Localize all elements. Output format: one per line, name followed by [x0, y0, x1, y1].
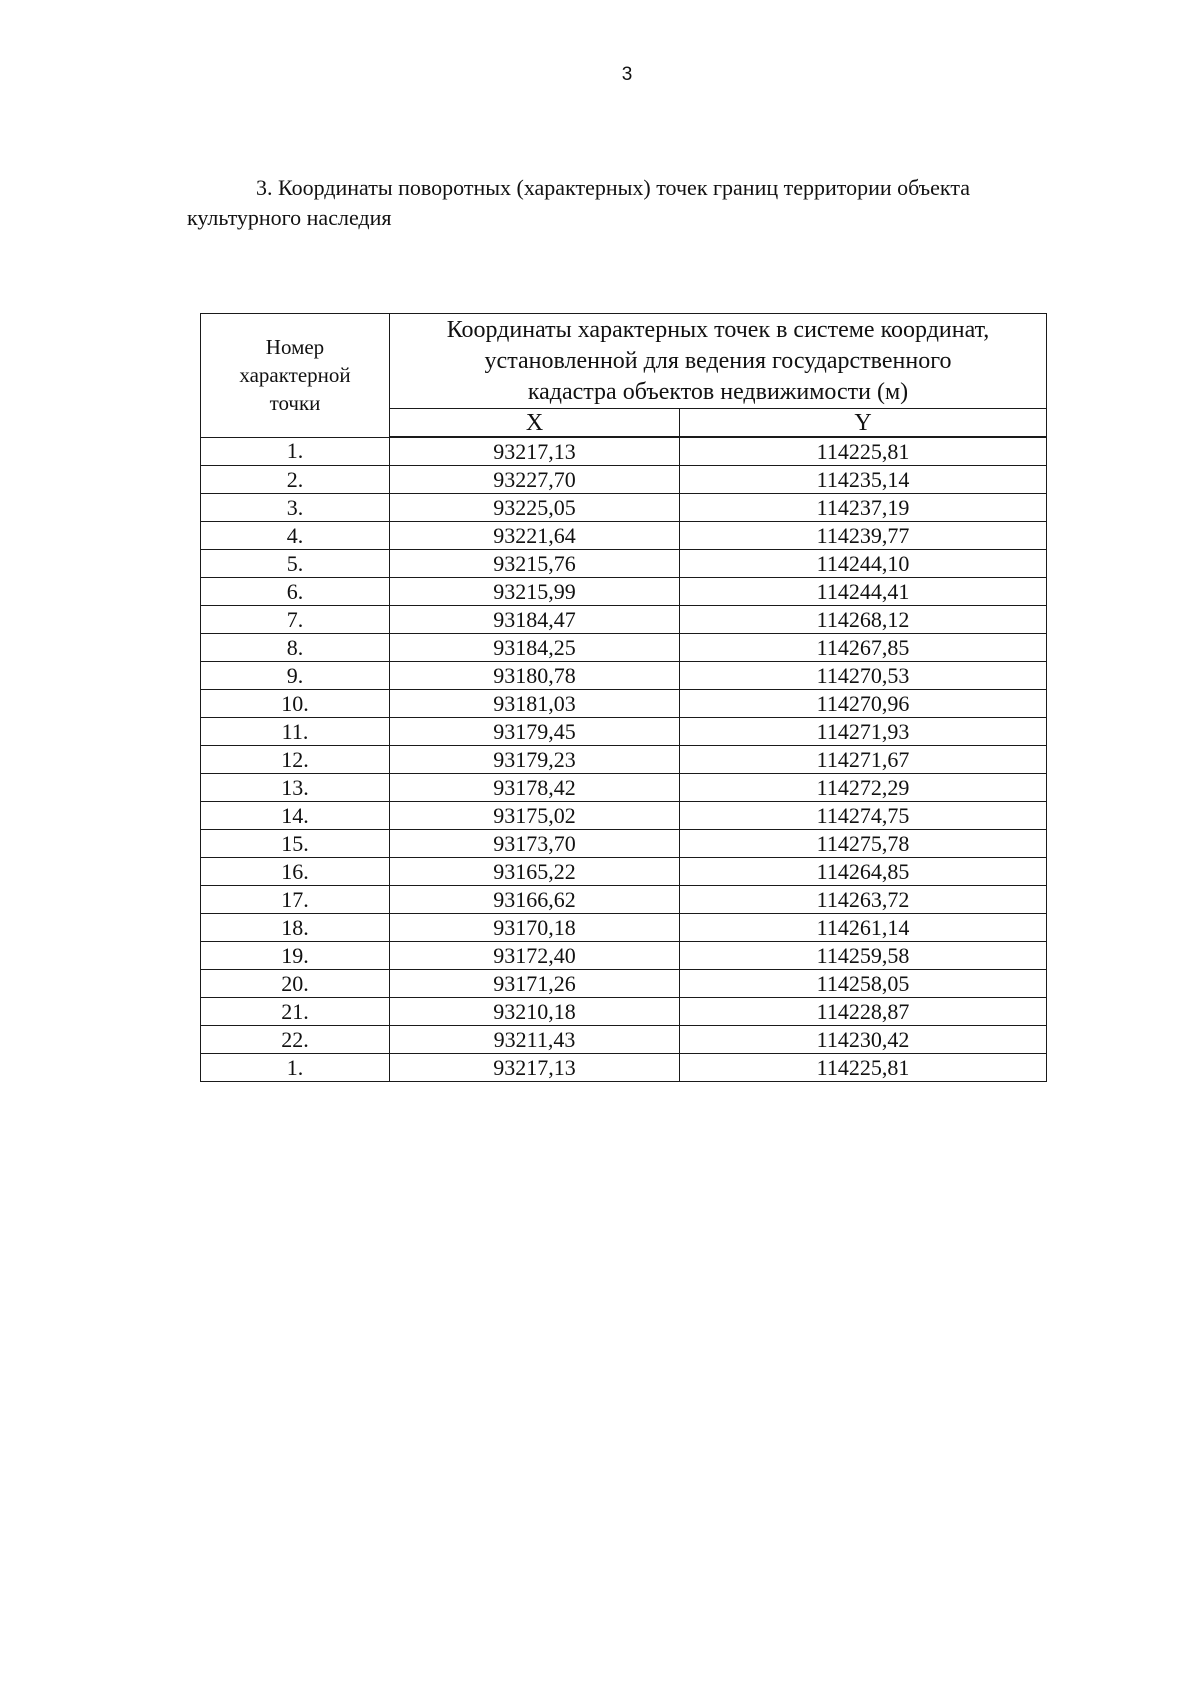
table-row	[201, 437, 1047, 466]
x-coordinate-cell: 93173,70	[390, 830, 680, 858]
y-coordinate-cell: 114225,81	[680, 437, 1047, 466]
y-coordinate-cell: 114268,12	[680, 606, 1047, 634]
x-coordinate-cell: 93211,43	[390, 1026, 680, 1054]
x-coordinate-cell: 93221,64	[390, 522, 680, 550]
x-coordinate-cell: 93179,45	[390, 718, 680, 746]
x-coordinate-cell: 93179,23	[390, 746, 680, 774]
y-coordinate-cell: 114259,58	[680, 942, 1047, 970]
table-row	[201, 998, 1047, 1026]
table-row	[201, 1026, 1047, 1054]
point-number-cell: 15.	[201, 830, 390, 858]
table-row	[201, 858, 1047, 886]
x-coordinate-cell: 93181,03	[390, 690, 680, 718]
table-row	[201, 886, 1047, 914]
point-number-header-line: точки	[269, 391, 321, 416]
coordinates-table	[200, 313, 1047, 1082]
heading-line-1: 3. Координаты поворотных (характерных) точек границ территории объекта	[256, 175, 970, 200]
coordinates-header-line: кадастра объектов недвижимости (м)	[527, 378, 909, 405]
table-row	[201, 606, 1047, 634]
point-number-cell: 17.	[201, 886, 390, 914]
x-coordinate-cell: 93184,25	[390, 634, 680, 662]
table-row	[201, 970, 1047, 998]
table-row	[201, 802, 1047, 830]
point-number-cell: 8.	[201, 634, 390, 662]
table-row	[201, 550, 1047, 578]
y-coordinate-cell: 114230,42	[680, 1026, 1047, 1054]
point-number-cell: 22.	[201, 1026, 390, 1054]
y-coordinate-cell: 114270,53	[680, 662, 1047, 690]
y-coordinate-cell: 114271,93	[680, 718, 1047, 746]
y-coordinate-cell: 114274,75	[680, 802, 1047, 830]
point-number-header-line: характерной	[239, 363, 351, 388]
point-number-cell: 6.	[201, 578, 390, 606]
point-number-cell: 13.	[201, 774, 390, 802]
table-row	[201, 662, 1047, 690]
y-coordinate-cell: 114261,14	[680, 914, 1047, 942]
x-coordinate-cell: 93217,13	[390, 437, 680, 466]
point-number-cell: 18.	[201, 914, 390, 942]
y-coordinate-cell: 114264,85	[680, 858, 1047, 886]
x-coordinate-cell: 93165,22	[390, 858, 680, 886]
table-row	[201, 830, 1047, 858]
table-row	[201, 914, 1047, 942]
x-coordinate-cell: 93171,26	[390, 970, 680, 998]
point-number-cell: 16.	[201, 858, 390, 886]
y-column-header: Y	[680, 409, 1047, 438]
table-row	[201, 634, 1047, 662]
point-number-cell: 5.	[201, 550, 390, 578]
section-heading	[187, 173, 1067, 233]
point-number-header	[201, 314, 390, 438]
point-number-cell: 20.	[201, 970, 390, 998]
x-coordinate-cell: 93215,76	[390, 550, 680, 578]
x-coordinate-cell: 93172,40	[390, 942, 680, 970]
point-number-cell: 7.	[201, 606, 390, 634]
x-coordinate-cell: 93178,42	[390, 774, 680, 802]
table-body	[201, 437, 1047, 1082]
point-number-cell: 11.	[201, 718, 390, 746]
y-coordinate-cell: 114244,10	[680, 550, 1047, 578]
table-row	[201, 774, 1047, 802]
x-coordinate-cell: 93210,18	[390, 998, 680, 1026]
point-number-cell: 19.	[201, 942, 390, 970]
table-row	[201, 718, 1047, 746]
page-number: 3	[621, 64, 633, 85]
x-coordinate-cell: 93227,70	[390, 466, 680, 494]
y-coordinate-cell: 114270,96	[680, 690, 1047, 718]
point-number-cell: 1.	[201, 1054, 390, 1082]
coordinates-header-line: Координаты характерных точек в системе координат,	[446, 316, 990, 343]
table-row	[201, 746, 1047, 774]
point-number-cell: 10.	[201, 690, 390, 718]
x-coordinate-cell: 93180,78	[390, 662, 680, 690]
coordinates-header-line: установленной для ведения государственного	[484, 347, 952, 374]
y-coordinate-cell: 114225,81	[680, 1054, 1047, 1082]
point-number-cell: 12.	[201, 746, 390, 774]
table-row	[201, 690, 1047, 718]
x-column-header: X	[390, 409, 680, 438]
x-coordinate-cell: 93215,99	[390, 578, 680, 606]
y-coordinate-cell: 114228,87	[680, 998, 1047, 1026]
y-coordinate-cell: 114275,78	[680, 830, 1047, 858]
point-number-cell: 4.	[201, 522, 390, 550]
y-coordinate-cell: 114258,05	[680, 970, 1047, 998]
table-row	[201, 1054, 1047, 1082]
point-number-cell: 3.	[201, 494, 390, 522]
y-coordinate-cell: 114237,19	[680, 494, 1047, 522]
table-row	[201, 494, 1047, 522]
table-row	[201, 578, 1047, 606]
y-coordinate-cell: 114235,14	[680, 466, 1047, 494]
table-row	[201, 522, 1047, 550]
y-coordinate-cell: 114263,72	[680, 886, 1047, 914]
x-coordinate-cell: 93184,47	[390, 606, 680, 634]
x-coordinate-cell: 93225,05	[390, 494, 680, 522]
point-number-cell: 14.	[201, 802, 390, 830]
coordinates-system-header	[390, 314, 1047, 409]
point-number-cell: 9.	[201, 662, 390, 690]
point-number-cell: 2.	[201, 466, 390, 494]
point-number-header-line: Номер	[265, 335, 325, 360]
y-coordinate-cell: 114267,85	[680, 634, 1047, 662]
x-coordinate-cell: 93166,62	[390, 886, 680, 914]
x-coordinate-cell: 93170,18	[390, 914, 680, 942]
point-number-cell: 21.	[201, 998, 390, 1026]
heading-line-2: культурного наследия	[187, 205, 392, 230]
y-coordinate-cell: 114244,41	[680, 578, 1047, 606]
table-row	[201, 466, 1047, 494]
table-row	[201, 942, 1047, 970]
y-coordinate-cell: 114239,77	[680, 522, 1047, 550]
y-coordinate-cell: 114271,67	[680, 746, 1047, 774]
x-coordinate-cell: 93175,02	[390, 802, 680, 830]
y-coordinate-cell: 114272,29	[680, 774, 1047, 802]
x-coordinate-cell: 93217,13	[390, 1054, 680, 1082]
point-number-cell: 1.	[201, 437, 390, 466]
